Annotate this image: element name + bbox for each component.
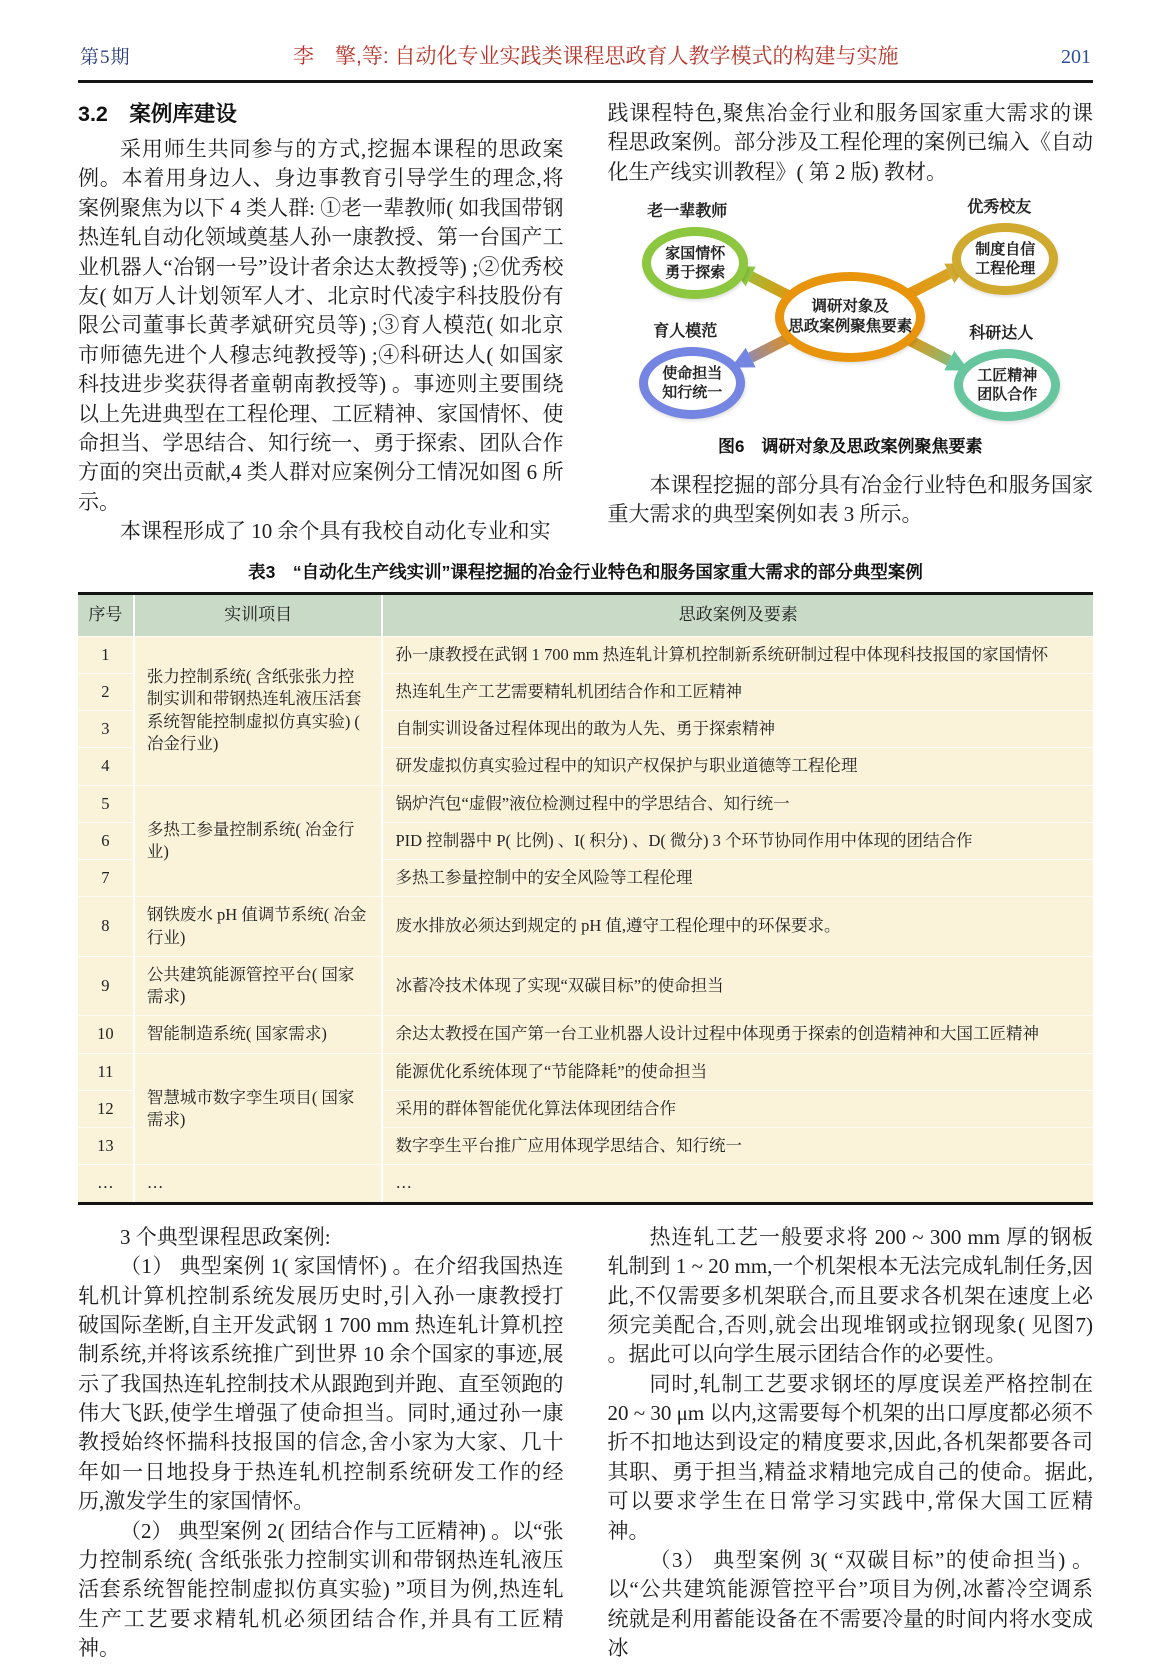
case-cell: 孙一康教授在武钢 1 700 mm 热连轧计算机控制新系统研制过程中体现科技报国的家国情怀 <box>382 636 1093 673</box>
table-row <box>78 1053 1093 1090</box>
row-number-cell: 8 <box>78 897 134 957</box>
paragraph: （3） 典型案例 3( “双碳目标”的使命担当) 。以“公共建筑能源管控平台”项目为例,冰蓄冷空调系统就是利用蓄能设备在不需要冷量的时间内将水变成冰 <box>607 1548 1093 1661</box>
section-heading: 3.2 案例库建设 <box>78 102 237 126</box>
case-table <box>78 592 1093 1205</box>
table-row <box>78 636 1093 673</box>
paragraph: （2） 典型案例 2( 团结合作与工匠精神) 。以“张力控制系统( 含纸张张力控制实训和带钢热连轧液压活套系统智能控制虚拟仿真实验) ”项目为例,热连轧生产工艺要求精轧机必须团结合作,并具有工匠精神。 <box>78 1518 564 1661</box>
case-cell: 采用的群体智能优化算法体现团结合作 <box>382 1090 1093 1127</box>
project-cell: 智慧城市数字孪生项目( 国家需求) <box>134 1053 383 1165</box>
figure-6 <box>608 197 1094 459</box>
page-header <box>78 40 1093 80</box>
case-cell: 多热工参量控制中的安全风险等工程伦理 <box>382 860 1093 897</box>
figure-node-researchers: 工匠精神 团队合作 <box>954 349 1060 421</box>
case-cell: 冰蓄冷技术体现了实现“双碳目标”的使命担当 <box>382 956 1093 1016</box>
paragraph: 3 个典型课程思政案例: <box>120 1224 331 1249</box>
figure-node-label-role-models: 育人模范 <box>653 323 718 341</box>
table-row <box>78 1016 1093 1053</box>
top-section <box>78 99 1093 547</box>
bottom-section <box>78 1223 1093 1664</box>
row-number-cell: 13 <box>78 1128 134 1165</box>
case-cell: 废水排放必须达到规定的 pH 值,遵守工程伦理中的环保要求。 <box>382 897 1093 957</box>
case-cell: PID 控制器中 P( 比例) 、I( 积分) 、D( 微分) 3 个环节协同作用中体现的团结合作 <box>382 822 1093 859</box>
project-cell: 多热工参量控制系统( 冶金行业) <box>134 785 383 897</box>
row-number-cell: 2 <box>78 673 134 710</box>
figure-node-alumni: 制度自信 工程伦理 <box>952 223 1058 295</box>
case-cell: 余达太教授在国产第一台工业机器人设计过程中体现勇于探索的创造精神和大国工匠精神 <box>382 1016 1093 1053</box>
page-number: 201 <box>1061 46 1091 68</box>
case-cell: 锅炉汽包“虚假”液位检测过程中的学思结合、知行统一 <box>382 785 1093 822</box>
paragraph: 采用师生共同参与的方式,挖掘本课程的思政案例。本着用身边人、身边事教育引导学生的理念,将案例聚焦为以下 4 类人群: ①老一辈教师( 如我国带钢热连轧自动化领域奠基人孙一康教授、第一台国产工业机器人“冶钢一号”设计者余达太教授等) ;②优秀校友( 如万人计划领军人才、北京时代凌宇科技股份有限公司董事长黄孝斌研究员等) ;③育人模范( 如北京市师德先进个人穆志纯教授等) ;④科研达人( 如国家科技进步奖获得者童朝南教授等) 。事迹则主要围绕以上先进典型在工程伦理、工匠精神、家国情怀、使命担当、学思结合、知行统一、勇于探索、团队合作方面的突出贡献,4 类人群对应案例分工情况如图 6 所示。 <box>78 137 564 514</box>
paragraph: 同时,轧制工艺要求钢坯的厚度误差严格控制在 20 ~ 30 μm 以内,这需要每个机架的出口厚度都必须不折不扣地达到设定的精度要求,因此,各机架都要各司其职、勇于担当,精益求精地完成自己的使命。据此,可以要求学生在日常学习实践中,常保大国工匠精神。 <box>607 1371 1093 1543</box>
row-number-cell: 5 <box>78 785 134 822</box>
project-cell: … <box>134 1165 383 1203</box>
column-header-no: 序号 <box>78 593 134 636</box>
row-number-cell: 6 <box>78 822 134 859</box>
paragraph: 本课程形成了 10 余个具有我校自动化专业和实 <box>120 519 551 544</box>
case-table-body <box>78 636 1093 1203</box>
figure-caption: 图6 调研对象及思政案例聚焦要素 <box>718 437 983 457</box>
case-cell: 自制实训设备过程体现出的敢为人先、勇于探索精神 <box>382 711 1093 748</box>
case-cell: 研发虚拟仿真实验过程中的知识产权保护与职业道德等工程伦理 <box>382 748 1093 785</box>
header-rule <box>78 80 1093 83</box>
figure-node-role-models: 使命担当 知行统一 <box>639 347 745 419</box>
paragraph: 本课程挖掘的部分具有冶金行业特色和服务国家重大需求的典型案例如表 3 所示。 <box>607 472 1093 527</box>
table-row <box>78 956 1093 1016</box>
project-cell: 张力控制系统( 含纸张张力控制实训和带钢热连轧液压活套系统智能控制虚拟仿真实验) ( 冶金行业) <box>134 636 383 785</box>
figure-node-teachers: 家国情怀 勇于探索 <box>642 227 748 299</box>
row-number-cell: 3 <box>78 711 134 748</box>
figure-node-label-teachers: 老一辈教师 <box>647 203 728 221</box>
table-3-block <box>78 559 1093 1205</box>
case-cell: 热连轧生产工艺需要精轧机团结合作和工匠精神 <box>382 673 1093 710</box>
project-cell: 公共建筑能源管控平台( 国家需求) <box>134 956 383 1016</box>
row-number-cell: 12 <box>78 1090 134 1127</box>
case-cell: 数字孪生平台推广应用体现学思结合、知行统一 <box>382 1128 1093 1165</box>
case-cell: … <box>382 1165 1093 1203</box>
figure-node-label-alumni: 优秀校友 <box>967 199 1032 217</box>
table-row <box>78 785 1093 822</box>
row-number-cell: 11 <box>78 1053 134 1090</box>
running-title: 李 擎,等: 自动化专业实践类课程思政育人教学模式的构建与实施 <box>293 45 899 68</box>
figure-node-center: 调研对象及 思政案例聚焦要素 <box>775 272 925 362</box>
paragraph: 践课程特色,聚焦冶金行业和服务国家重大需求的课程思政案例。部分涉及工程伦理的案例已编入《自动化生产线实训教程》( 第 2 版) 教材。 <box>607 101 1093 184</box>
figure-node-label-researchers: 科研达人 <box>969 325 1034 343</box>
left-column-bottom <box>78 1223 564 1664</box>
right-column-top <box>608 99 1094 547</box>
table-title: 表3 “自动化生产线实训”课程挖掘的冶金行业特色和服务国家重大需求的部分典型案例 <box>248 561 923 582</box>
issue-number: 第5期 <box>80 47 131 68</box>
project-cell: 钢铁废水 pH 值调节系统( 冶金行业) <box>134 897 383 957</box>
row-number-cell: 10 <box>78 1016 134 1053</box>
row-number-cell: 1 <box>78 636 134 673</box>
project-cell: 智能制造系统( 国家需求) <box>134 1016 383 1053</box>
case-table-head <box>78 593 1093 636</box>
table-header-row <box>78 593 1093 636</box>
case-cell: 能源优化系统体现了“节能降耗”的使命担当 <box>382 1053 1093 1090</box>
paragraph: 热连轧工艺一般要求将 200 ~ 300 mm 厚的钢板轧制到 1 ~ 20 mm,一个机架根本无法完成轧制任务,因此,不仅需要多机架联合,而且要求各机架在速度上必须完美配合,否则,就会出现堆钢或拉钢现象( 见图7) 。据此可以向学生展示团结合作的必要性。 <box>607 1224 1093 1367</box>
left-column-top <box>78 99 564 547</box>
column-header-project: 实训项目 <box>134 593 383 636</box>
row-number-cell: 4 <box>78 748 134 785</box>
paragraph: （1） 典型案例 1( 家国情怀) 。在介绍我国热连轧机计算机控制系统发展历史时,引入孙一康教授打破国际垄断,自主开发武钢 1 700 mm 热连轧计算机控制系统,并将该系统推广到世界 10 余个国家的事迹,展示了我国热连轧控制技术从跟跑到并跑、直至领跑的伟大飞跃,使学生增强了使命担当。同时,通过孙一康教授始终怀揣科技报国的信念,舍小家为大家、几十年如一日地投身于热连轧机控制系统研发工作的经历,激发学生的家国情怀。 <box>78 1254 564 1514</box>
row-number-cell: … <box>78 1165 134 1203</box>
table-row <box>78 897 1093 957</box>
row-number-cell: 9 <box>78 956 134 1016</box>
right-column-bottom <box>608 1223 1094 1664</box>
row-number-cell: 7 <box>78 860 134 897</box>
figure-6-diagram <box>615 197 1085 429</box>
column-header-case: 思政案例及要素 <box>382 593 1093 636</box>
table-row <box>78 1165 1093 1203</box>
